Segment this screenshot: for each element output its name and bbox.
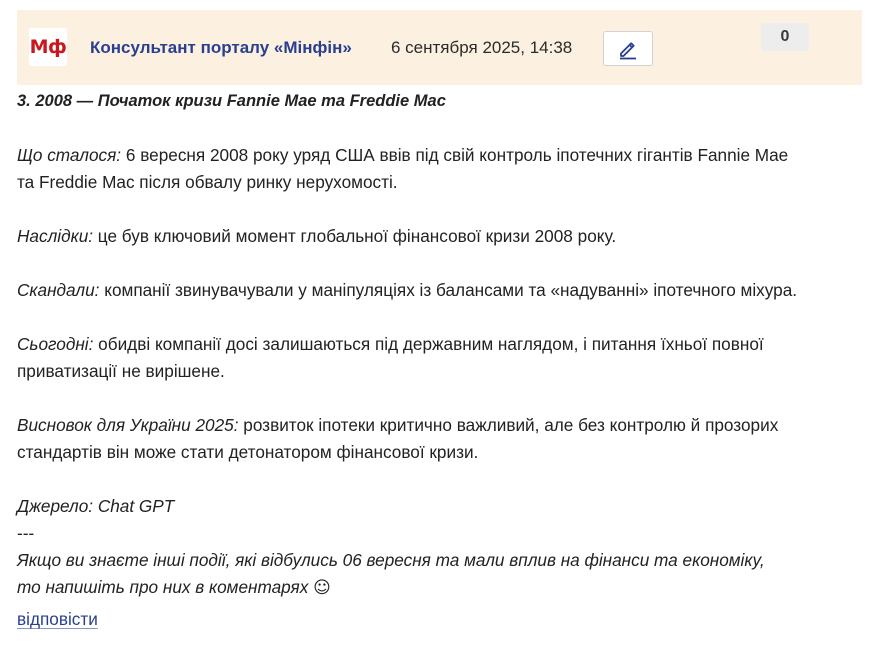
conclusion-text: розвиток іпотеки критично важливий, але без контролю й прозорих [238, 415, 779, 435]
smile-icon: ☺ [313, 578, 331, 598]
conclusion-text-continued: стандартів він може стати детонатором фінансової кризи. [17, 442, 479, 462]
happened-text: 6 вересня 2008 року уряд США ввів під свій контроль іпотечних гігантів Fannie Mae [121, 145, 789, 165]
paragraph-scandals [17, 277, 847, 304]
happened-label: Що сталося: [17, 145, 122, 165]
consequences-text: це був ключовий момент глобальної фінансової кризи 2008 року. [93, 226, 617, 246]
today-text: обидві компанії досі залишаються під державним наглядом, і питання їхньої повної [93, 334, 764, 354]
post-title: 3. 2008 — Початок кризи Fannie Mae та Freddie Mac [17, 92, 446, 110]
comment-date: 6 сентября 2025, 14:38 [391, 38, 573, 57]
author-name[interactable]: Консультант порталу «Мінфін» [90, 38, 352, 57]
footer-line-2 [17, 574, 847, 602]
conclusion-label: Висновок для України 2025: [17, 415, 239, 435]
footer-text: то напишіть про них в коментарях [17, 577, 309, 597]
consequences-label: Наслідки: [17, 226, 94, 246]
comment-header [17, 10, 862, 85]
paragraph-happened [17, 142, 847, 169]
happened-text-continued: та Freddie Mac після обвалу ринку нерухомості. [17, 172, 398, 192]
today-label: Сьогодні: [17, 334, 94, 354]
pencil-icon [617, 38, 639, 60]
paragraph-consequences [17, 223, 847, 250]
source-line: Джерело: Chat GPT [17, 496, 175, 516]
reply-link[interactable]: відповісти [17, 609, 98, 629]
minfin-logo[interactable]: Мф [29, 28, 67, 66]
paragraph-conclusion [17, 412, 847, 439]
separator: --- [17, 523, 35, 543]
rating-counter[interactable]: 0 [761, 23, 809, 51]
footer-line-1: Якщо ви знаєте інші події, які відбулись 06 вересня та мали вплив на фінанси та економіку, [17, 550, 765, 570]
comment-body [17, 88, 847, 633]
today-text-continued: приватизації не вирішене. [17, 361, 225, 381]
edit-button[interactable] [603, 31, 653, 66]
scandals-text: компанії звинувачували у маніпуляціях із балансами та «надуванні» іпотечного міхура. [99, 280, 798, 300]
scandals-label: Скандали: [17, 280, 100, 300]
paragraph-today [17, 331, 847, 358]
